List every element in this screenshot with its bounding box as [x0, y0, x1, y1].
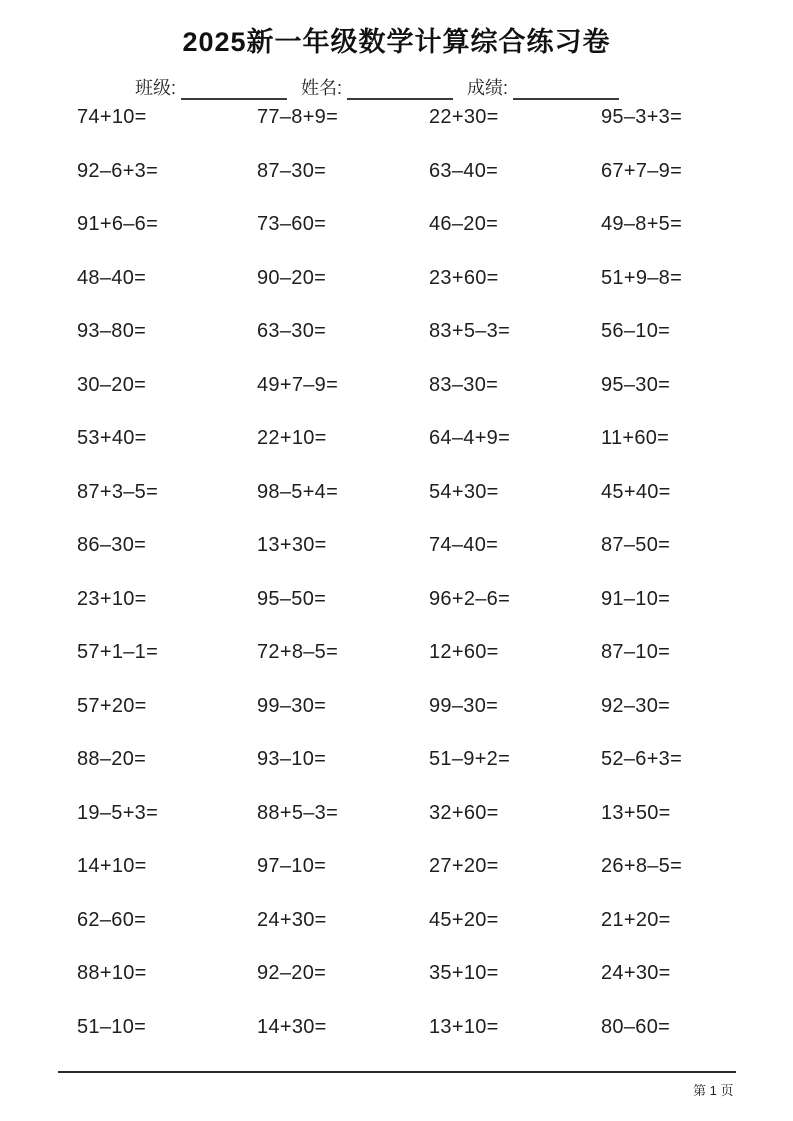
- problem-r9-c4: 87–50=: [601, 534, 671, 557]
- problem-r8-c4: 45+40=: [601, 480, 671, 503]
- problem-r1-c1: 74+10=: [77, 106, 147, 129]
- problem-r4-c1: 48–40=: [77, 266, 147, 289]
- score-label: 成绩:: [467, 78, 509, 98]
- problem-r3-c2: 73–60=: [257, 213, 327, 236]
- problem-r10-c2: 95–50=: [257, 587, 327, 610]
- problem-r9-c2: 13+30=: [257, 534, 327, 557]
- problem-r6-c2: 49+7–9=: [257, 373, 339, 396]
- problem-r14-c4: 13+50=: [601, 801, 671, 824]
- problem-r10-c4: 91–10=: [601, 587, 671, 610]
- problem-r18-c4: 80–60=: [601, 1015, 671, 1038]
- problems-grid: [0, 91, 793, 1054]
- problem-r5-c1: 93–80=: [77, 320, 147, 343]
- problem-r6-c4: 95–30=: [601, 373, 671, 396]
- problem-r4-c3: 23+60=: [429, 266, 499, 289]
- problem-r9-c1: 86–30=: [77, 534, 147, 557]
- problem-r15-c3: 27+20=: [429, 855, 499, 878]
- page-number: 第 1 页: [693, 1083, 734, 1098]
- problem-r17-c2: 92–20=: [257, 962, 327, 985]
- problem-r5-c4: 56–10=: [601, 320, 671, 343]
- problem-r3-c1: 91+6–6=: [77, 213, 159, 236]
- class-label: 班级:: [135, 78, 177, 98]
- problem-r2-c3: 63–40=: [429, 159, 499, 182]
- problem-r17-c3: 35+10=: [429, 962, 499, 985]
- problem-r15-c4: 26+8–5=: [601, 855, 683, 878]
- problem-r11-c4: 87–10=: [601, 641, 671, 664]
- problem-r11-c2: 72+8–5=: [257, 641, 339, 664]
- problem-r5-c3: 83+5–3=: [429, 320, 511, 343]
- problem-r4-c2: 90–20=: [257, 266, 327, 289]
- problem-r15-c1: 14+10=: [77, 855, 147, 878]
- problem-r14-c2: 88+5–3=: [257, 801, 339, 824]
- problem-r9-c3: 74–40=: [429, 534, 499, 557]
- problem-r14-c3: 32+60=: [429, 801, 499, 824]
- footer-divider: [58, 1071, 736, 1073]
- problem-r17-c4: 24+30=: [601, 962, 671, 985]
- problem-r16-c2: 24+30=: [257, 908, 327, 931]
- problem-r7-c2: 22+10=: [257, 427, 327, 450]
- problem-r6-c3: 83–30=: [429, 373, 499, 396]
- problem-r10-c3: 96+2–6=: [429, 587, 511, 610]
- problem-r13-c1: 88–20=: [77, 748, 147, 771]
- problem-r7-c3: 64–4+9=: [429, 427, 511, 450]
- problem-r12-c2: 99–30=: [257, 694, 327, 717]
- problem-r10-c1: 23+10=: [77, 587, 147, 610]
- problem-r8-c2: 98–5+4=: [257, 480, 339, 503]
- problem-r18-c1: 51–10=: [77, 1015, 147, 1038]
- problem-r16-c4: 21+20=: [601, 908, 671, 931]
- problem-r4-c4: 51+9–8=: [601, 266, 683, 289]
- problem-r6-c1: 30–20=: [77, 373, 147, 396]
- problem-r3-c3: 46–20=: [429, 213, 499, 236]
- problem-r8-c3: 54+30=: [429, 480, 499, 503]
- problem-r2-c2: 87–30=: [257, 159, 327, 182]
- problem-r12-c4: 92–30=: [601, 694, 671, 717]
- problem-r11-c3: 12+60=: [429, 641, 499, 664]
- problem-r16-c1: 62–60=: [77, 908, 147, 931]
- problem-r12-c3: 99–30=: [429, 694, 499, 717]
- problem-r16-c3: 45+20=: [429, 908, 499, 931]
- problem-r8-c1: 87+3–5=: [77, 480, 159, 503]
- problem-r18-c2: 14+30=: [257, 1015, 327, 1038]
- problem-r15-c2: 97–10=: [257, 855, 327, 878]
- problem-r13-c4: 52–6+3=: [601, 748, 683, 771]
- problem-r17-c1: 88+10=: [77, 962, 147, 985]
- problem-r5-c2: 63–30=: [257, 320, 327, 343]
- problem-r13-c3: 51–9+2=: [429, 748, 511, 771]
- problem-r13-c2: 93–10=: [257, 748, 327, 771]
- problem-r7-c4: 11+60=: [601, 427, 670, 450]
- problem-r12-c1: 57+20=: [77, 694, 147, 717]
- problem-r18-c3: 13+10=: [429, 1015, 499, 1038]
- problem-r1-c4: 95–3+3=: [601, 106, 683, 129]
- problem-r2-c1: 92–6+3=: [77, 159, 159, 182]
- problem-r11-c1: 57+1–1=: [77, 641, 159, 664]
- problem-r2-c4: 67+7–9=: [601, 159, 683, 182]
- problem-r1-c2: 77–8+9=: [257, 106, 339, 129]
- name-label: 姓名:: [301, 78, 343, 98]
- page-title: 2025新一年级数学计算综合练习卷: [182, 27, 611, 57]
- problem-r7-c1: 53+40=: [77, 427, 147, 450]
- problem-r1-c3: 22+30=: [429, 106, 499, 129]
- problem-r14-c1: 19–5+3=: [77, 801, 159, 824]
- problem-r3-c4: 49–8+5=: [601, 213, 683, 236]
